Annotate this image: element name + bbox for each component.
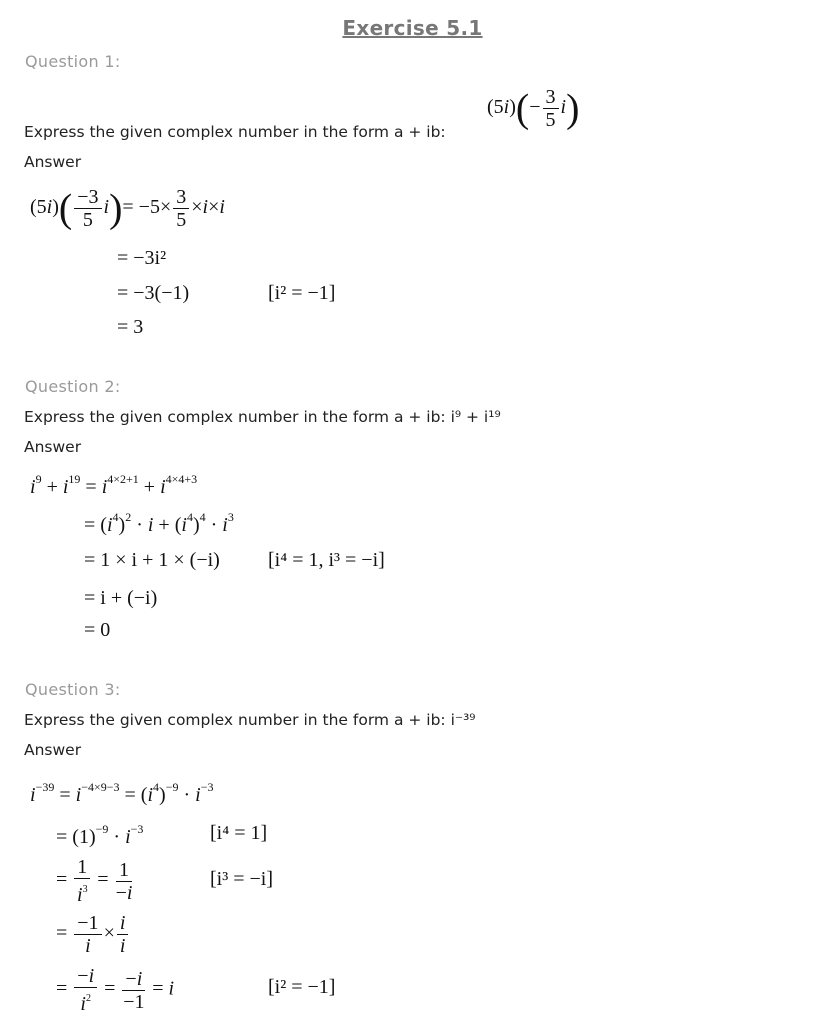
q1-step-2: = −3i² — [117, 247, 167, 269]
page-title: Exercise 5.1 — [342, 16, 483, 40]
question-3-heading: Question 3: — [25, 680, 121, 699]
q2-note: [i⁴ = 1, i³ = −i] — [268, 549, 385, 571]
question-1-prompt — [24, 123, 446, 141]
question-1-answer-label: Answer — [24, 153, 82, 171]
q3-note-3: [i² = −1] — [268, 976, 336, 998]
q2-step-4: = i + (−i) — [84, 587, 158, 609]
question-1-heading: Question 1: — [25, 52, 121, 71]
q3-step-1: $i^{-39} = i^{-4\times 9-3} = (i^4)^{-9} \cdot i^{-3}$ — [30, 780, 214, 806]
q2-step-5: = 0 — [84, 619, 111, 641]
question-3-prompt: Express the given complex number in the form a + ib: i⁻³⁹ — [24, 711, 476, 729]
q2-step-2: = $(i^4)^2 \cdot i + (i^4)^4 \cdot i^3$ — [84, 510, 234, 536]
question-2-answer-label: Answer — [24, 438, 82, 456]
q2-step-1: $i^9 + i^{19} = i^{4\times 2+1} + i^{4\times 4+3}$ — [30, 472, 198, 498]
q3-step-2: = $(1)^{-9} \cdot i^{-3}$ — [56, 822, 144, 848]
q1-step-3: = −3(−1) — [117, 282, 190, 304]
q1-note: [i² = −1] — [268, 282, 336, 304]
q2-step-3: = 1 × i + 1 × (−i) — [84, 549, 220, 571]
question-1-prompt-text: Express the given complex number in the form a + ib: — [24, 123, 446, 141]
q3-note-1: [i⁴ = 1] — [210, 822, 268, 844]
q1-step-4: = 3 — [117, 316, 144, 338]
q3-step-4: = $\frac{-1}{i}$ × $\frac{i}{i}$ — [56, 912, 130, 957]
q1-step-1: (5i)( $\frac{-3}{5}$ i)= −5× $\frac{3}{5}$ ×i×i — [30, 185, 225, 231]
question-2-heading: Question 2: — [25, 377, 121, 396]
q3-note-2: [i³ = −i] — [210, 868, 273, 890]
q3-step-5: = $\frac{-i}{i^2}$ = $\frac{-i}{-1}$ = i — [56, 965, 175, 1015]
question-3-answer-label: Answer — [24, 741, 82, 759]
q3-step-3: = $\frac{1}{i^3}$ = $\frac{1}{-i}$ — [56, 856, 133, 906]
question-1-expression: (5i)(− $\frac{3}{5}$ i) — [487, 85, 580, 131]
question-2-prompt: Express the given complex number in the form a + ib: i⁹ + i¹⁹ — [24, 408, 501, 426]
